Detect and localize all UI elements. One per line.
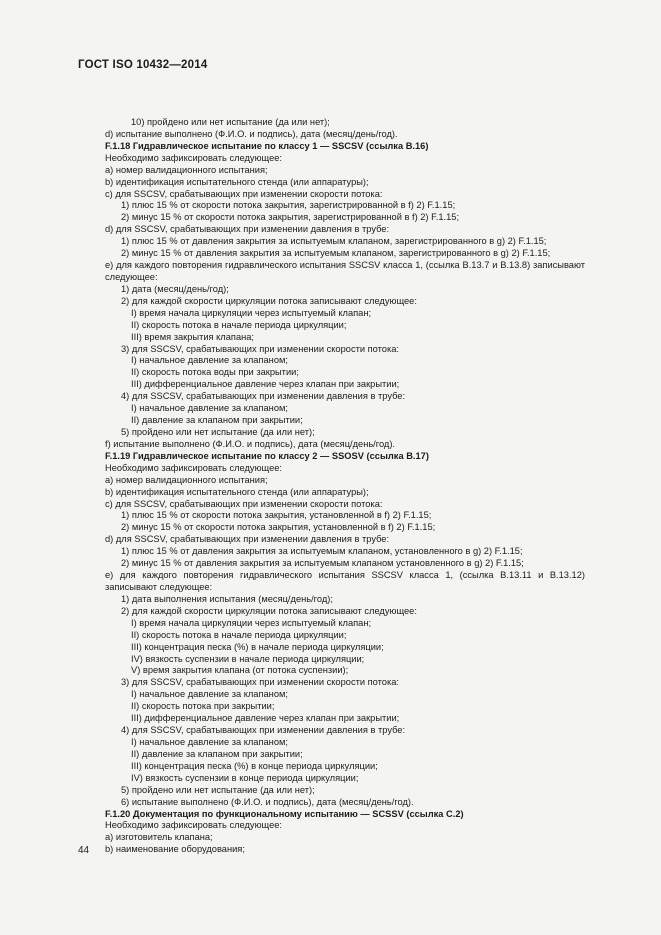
text-line: 2) минус 15 % от скорости потока закрытия, установленной в f) 2) F.1.15;: [121, 522, 436, 533]
text-line: III) концентрация песка (%) в начале периода циркуляции;: [131, 641, 384, 652]
text-line: I) начальное давление за клапаном;: [131, 737, 288, 747]
text-line: a) изготовитель клапана;: [105, 832, 213, 843]
text-line: I) начальное давление за клапаном;: [131, 355, 288, 366]
text-line: II) давление за клапаном при закрытии;: [131, 748, 303, 759]
text-line: 1) дата (месяц/день/год);: [121, 283, 229, 294]
text-line: II) скорость потока в начале периода циркуляции;: [131, 319, 347, 330]
text-line: b) наименование оборудования;: [105, 844, 245, 855]
section-heading: F.1.20 Документация по функциональному испытанию — SCSSV (ссылка С.2): [105, 808, 464, 819]
text-line: d) для SSCSV, срабатывающих при изменении давления в трубе:: [105, 224, 390, 235]
text-line: c) для SSCSV, срабатывающих при изменении скорости потока:: [105, 188, 383, 199]
text-line: a) номер валидационного испытания;: [105, 164, 268, 175]
text-line: III) дифференциальное давление через клапан при закрытии;: [131, 713, 400, 724]
text-line: 1) дата выполнения испытания (месяц/день/год);: [121, 593, 333, 604]
text-line: 3) для SSCSV, срабатывающих при изменении скорости потока:: [121, 343, 399, 354]
text-line: 2) минус 15 % от давления закрытия за испытуемым клапаном, зарегистрированного в g) 2) F.1.15;: [121, 248, 551, 259]
text-line: IV) вязкость суспензии в начале периода циркуляции;: [131, 653, 365, 664]
text-line: I) начальное давление за клапаном;: [131, 689, 288, 700]
text-line: II) скорость потока при закрытии;: [131, 701, 275, 712]
text-line: 1) плюс 15 % от скорости потока закрытия, зарегистрированной в f) 2) F.1.15;: [121, 200, 456, 211]
text-line: II) скорость потока в начале периода циркуляции;: [131, 629, 347, 640]
text-line: d) для SSCSV, срабатывающих при изменении давления в трубе:: [105, 534, 390, 545]
text-line: 2) для каждой скорости циркуляции потока записывают следующее:: [121, 295, 417, 306]
text-line: 5) пройдено или нет испытание (да или нет);: [121, 784, 315, 795]
text-line: 10) пройдено или нет испытание (да или нет);: [131, 117, 330, 127]
text-line: 1) плюс 15 % от скорости потока закрытия, установленной в f) 2) F.1.15;: [121, 510, 432, 521]
text-line: 4) для SSCSV, срабатывающих при изменении давления в трубе:: [121, 391, 406, 402]
text-line: III) дифференциальное давление через клапан при закрытии;: [131, 379, 400, 390]
text-line: d) испытание выполнено (Ф.И.О. и подпись), дата (месяц/день/год).: [105, 128, 398, 139]
text-line: 2) минус 15 % от скорости потока закрытия, зарегистрированной в f) 2) F.1.15;: [121, 212, 460, 223]
text-line: II) давление за клапаном при закрытии;: [131, 415, 303, 426]
text-line: IV) вязкость суспензии в конце периода циркуляции;: [131, 772, 359, 783]
section-heading: F.1.18 Гидравлическое испытание по классу 1 — SSCSV (ссылка В.16): [105, 140, 429, 151]
text-line: 6) испытание выполнено (Ф.И.О. и подпись), дата (месяц/день/год).: [121, 796, 414, 807]
text-line: 5) пройдено или нет испытание (да или нет);: [121, 427, 315, 437]
text-line: 1) плюс 15 % от давления закрытия за испытуемым клапаном, зарегистрированного в g) 2) F.1.15;: [121, 236, 547, 247]
text-line: II) скорость потока воды при закрытии;: [131, 367, 299, 378]
text-line: 3) для SSCSV, срабатывающих при изменении скорости потока:: [121, 677, 399, 688]
text-line: III) концентрация песка (%) в конце периода циркуляции;: [131, 760, 378, 771]
text-line: 1) плюс 15 % от давления закрытия за испытуемым клапаном, установленного в g) 2) F.1.15;: [121, 546, 523, 557]
text-line: b) идентификация испытательного стенда (или аппаратуры);: [105, 486, 369, 497]
text-line: a) номер валидационного испытания;: [105, 474, 268, 485]
text-line: e) для каждого повторения гидравлического испытания SSCSV класса 1, (ссылка В.13.11 и В.13.12) записывают следующее:: [105, 570, 585, 592]
text-line: 2) для каждой скорости циркуляции потока записывают следующее:: [121, 605, 417, 616]
text-line: III) время закрытия клапана;: [131, 331, 254, 342]
text-line: I) время начала циркуляции через испытуемый клапан;: [131, 307, 372, 318]
text-line: c) для SSCSV, срабатывающих при изменении скорости потока:: [105, 498, 383, 509]
section-heading: F.1.19 Гидравлическое испытание по классу 2 — SSOSV (ссылка В.17): [105, 450, 429, 461]
standard-header: ГОСТ ISO 10432—2014: [78, 59, 208, 71]
page-number: 44: [78, 845, 90, 856]
document-body: [77, 117, 585, 856]
text-line: Необходимо зафиксировать следующее:: [105, 820, 283, 831]
text-line: Необходимо зафиксировать следующее:: [105, 462, 283, 473]
text-line: b) идентификация испытательного стенда (или аппаратуры);: [105, 176, 369, 187]
text-line: I) начальное давление за клапаном;: [131, 403, 288, 414]
text-line: f) испытание выполнено (Ф.И.О. и подпись), дата (месяц/день/год).: [105, 438, 396, 449]
text-line: 2) минус 15 % от давления закрытия за испытуемым клапаном установленного в g) 2) F.1.15;: [121, 558, 524, 569]
text-line: I) время начала циркуляции через испытуемый клапан;: [131, 617, 372, 628]
text-line: 4) для SSCSV, срабатывающих при изменении давления в трубе:: [121, 725, 406, 736]
text-line: e) для каждого повторения гидравлического испытания SSCSV класса 1, (ссылка В.13.7 и В.13.8) записывают следующее:: [105, 260, 585, 282]
text-line: Необходимо зафиксировать следующее:: [105, 152, 283, 163]
text-line: V) время закрытия клапана (от потока суспензии);: [131, 665, 349, 676]
